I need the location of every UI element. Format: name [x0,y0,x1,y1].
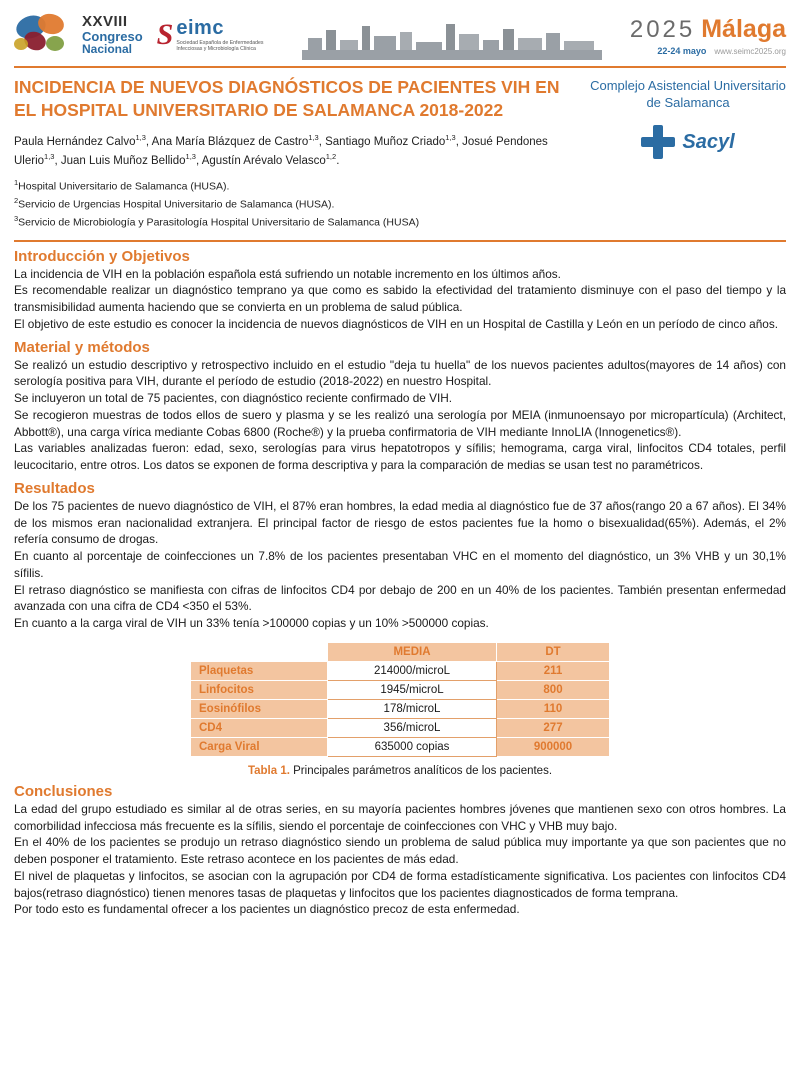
metodos-paragraph-3: Se recogieron muestras de todos ellos de suero y plasma y se les realizó una serología por MEIA (inmunoensayo por micropartícula) (Architect, Abbott®), una carga vírica mediante Cobas 6800 (Roche®) y la prueba confirmatoria de VIH mediante InnoLIA (Innogenetics®). [14,407,786,439]
section-heading-introduccion: Introducción y Objetivos [14,247,190,265]
table-cell-media: 635000 copias [328,737,497,756]
table-caption-text: Principales parámetros analíticos de los pacientes. [289,764,553,777]
table-cell-media: 178/microL [328,699,497,718]
table-cell-dt: 110 [497,699,610,718]
institution-logos [590,76,786,232]
conclusion-paragraph-4: Por todo esto es fundamental ofrecer a los pacientes un diagnóstico precoz de esta enfermedad. [14,902,520,917]
banner-left-logos [14,4,298,66]
table-cell-dt: 211 [497,661,610,680]
table-row-label: Eosinófilos [191,699,328,718]
congress-number: XXVIII [82,13,128,30]
table-row [191,680,610,699]
affiliations-list [14,177,580,232]
banner-right-info [624,4,786,66]
congress-logo-icon [14,12,76,58]
table-header-row [191,642,610,661]
congress-banner [14,4,786,68]
table-cell-media: 1945/microL [328,680,497,699]
seimc-society-name: Sociedad Española de Enfermedades Infecciosas y Microbiología Clínica [176,39,264,52]
table-row-label: Carga Viral [191,737,328,756]
table-row-label: Plaquetas [191,661,328,680]
table-header-blank [191,642,328,661]
table-caption [14,765,786,777]
table-cell-dt: 277 [497,718,610,737]
section-heading-resultados: Resultados [14,479,95,497]
table-row [191,699,610,718]
title-area [14,76,786,232]
congress-word-2: Nacional [82,42,133,57]
table-row [191,661,610,680]
metodos-paragraph-1: Se realizó un estudio descriptivo y retrospectivo incluido en el estudio "deja tu huella" de los nuevos pacientes adultos(mayores de 14 años) con serología positiva para VIH, durante el período de estudio (2018-2022) en nuestro Hospital. [14,357,786,389]
resultados-paragraph-3: El retraso diagnóstico se manifiesta con cifras de linfocitos CD4 por debajo de 200 en un 40% de los pacientes. También presentan enfermedad avanzada con una cifra de CD4 <350 el 53%. [14,582,786,614]
seimc-s-mark-icon: S [156,18,174,51]
table-header-media: MEDIA [328,642,497,661]
sacyl-logo [590,125,786,159]
seimc-acronym: eimc [176,16,224,39]
congress-word-1: Congreso [82,28,143,44]
section-heading-conclusiones: Conclusiones [14,782,113,800]
metodos-paragraph-4: Las variables analizadas fueron: edad, sexo, serologías para virus hepatotropos y sífilis; hemograma, carga viral, linfocitos CD4 totales, perfil leucocitario, entre otros. Los datos se exponen de forma descriptiva y para la comparación de medias se usan test no paramétricos. [14,441,786,473]
conclusion-paragraph-2: En el 40% de los pacientes se produjo un retraso diagnóstico siendo un problema de salud pública muy importante ya que son pacientes que no deben posponer el tratamiento. Este retraso acontece en los pacientes de más edad. [14,835,786,867]
congress-city: Málaga [701,14,786,43]
resultados-paragraph-1: De los 75 pacientes de nuevo diagnóstico de VIH, el 87% eran hombres, la edad media al diagnóstico fue de 37 años(rango 20 a 67 años). El 34% de los mismos eran nacionalidad extranjera. El principal factor de riesgo de estos pacientes fue la homo o bisexualidad(65%). Además, el 2% refería consumo de drogas. [14,498,786,547]
malaga-skyline-illustration [302,4,619,66]
table-caption-label: Tabla 1. [247,764,290,777]
authors-list: Paula Hernández Calvo$^{1,3}$, Ana María Blázquez de Castro$^{1,3}$, Santiago Muñoz Criado$^{1,3}$, Josué Pendones Ulerio$^{1,3}$, Juan Luis Muñoz Bellido$^{1,3}$, Agustín Arévalo Velasco$^{1,2}$. [14,132,548,167]
poster-page [0,4,800,1078]
resultados-paragraph-4: En cuanto a la carga viral de VIH un 33% tenía >100000 copias y un 10% >500000 copias. [14,616,489,631]
page-title: INCIDENCIA DE NUEVOS DIAGNÓSTICOS DE PACIENTES VIH EN EL HOSPITAL UNIVERSITARIO DE SALAMANCA 2018-2022 [14,77,560,120]
title-block [14,76,580,232]
table-row-label: CD4 [191,718,328,737]
affiliation-item: $^2$Servicio de Urgencias Hospital Universitario de Salamanca (HUSA). [14,196,335,211]
header-divider [14,240,786,242]
conclusion-paragraph-3: El nivel de plaquetas y linfocitos, se asocian con la agrupación por CD4 de forma estadísticamente significativa. Los pacientes con linfocitos CD4 bajos(retraso diagnóstico) tienen menores tasas de plaquetas y linfocitos que los pacientes diagnosticados de forma temprana. [14,868,786,900]
table-cell-media: 356/microL [328,718,497,737]
intro-paragraph-3: El objetivo de este estudio es conocer la incidencia de nuevos diagnósticos de VIH en un Hospital de Castilla y León en un período de cinco años. [14,316,779,331]
table-header-dt: DT [497,642,610,661]
table-cell-dt: 800 [497,680,610,699]
congress-year: 2025 [629,15,696,43]
table-row-label: Linfocitos [191,680,328,699]
congress-text [82,14,143,56]
congress-website[interactable]: www.seimc2025.org [714,46,786,56]
conclusion-paragraph-1: La edad del grupo estudiado es similar al de otras series, en su mayoría pacientes hombres jóvenes que mantienen sexo con otros hombres. La comorbilidad infecciosa más frecuente es la sífilis, siendo el porcentaje de coinfecciones con VHC y VHB muy bajo. [14,801,786,833]
congress-dates: 22-24 mayo [657,45,707,56]
sacyl-label: Sacyl [682,130,735,153]
affiliation-item: $^1$Hospital Universitario de Salamanca (HUSA). [14,177,230,193]
results-table-wrapper [14,642,786,757]
affiliation-item: $^3$Servicio de Microbiología y Parasitología Hospital Universitario de Salamanca (HUSA) [14,214,420,229]
metodos-paragraph-2: Se incluyeron un total de 75 pacientes, con diagnóstico reciente confirmado de VIH. [14,391,453,406]
skyline-icon [302,20,602,60]
seimc-logo [149,18,289,53]
section-heading-material-metodos: Material y métodos [14,338,150,356]
analytics-table [190,642,610,757]
table-cell-media: 214000/microL [328,661,497,680]
intro-paragraph-1: La incidencia de VIH en la población española está sufriendo un notable incremento en los últimos años. [14,266,561,281]
table-row [191,737,610,756]
table-row [191,718,610,737]
complejo-asistencial-label: Complejo Asistencial Universitario de Salamanca [590,78,786,110]
intro-paragraph-2: Es recomendable realizar un diagnóstico temprano ya que como es sabido la efectividad del tratamiento disminuye con el paso del tiempo y la transmisibilidad aumenta haciendo que se convierta en un problema de salud pública. [14,283,786,315]
resultados-paragraph-2: En cuanto al porcentaje de coinfecciones un 7.8% de los pacientes presentaban VHC en el momento del diagnóstico, un 3% VHB y un 30,1% sífilis. [14,549,786,580]
cross-icon [641,125,675,159]
table-cell-dt: 900000 [497,737,610,756]
